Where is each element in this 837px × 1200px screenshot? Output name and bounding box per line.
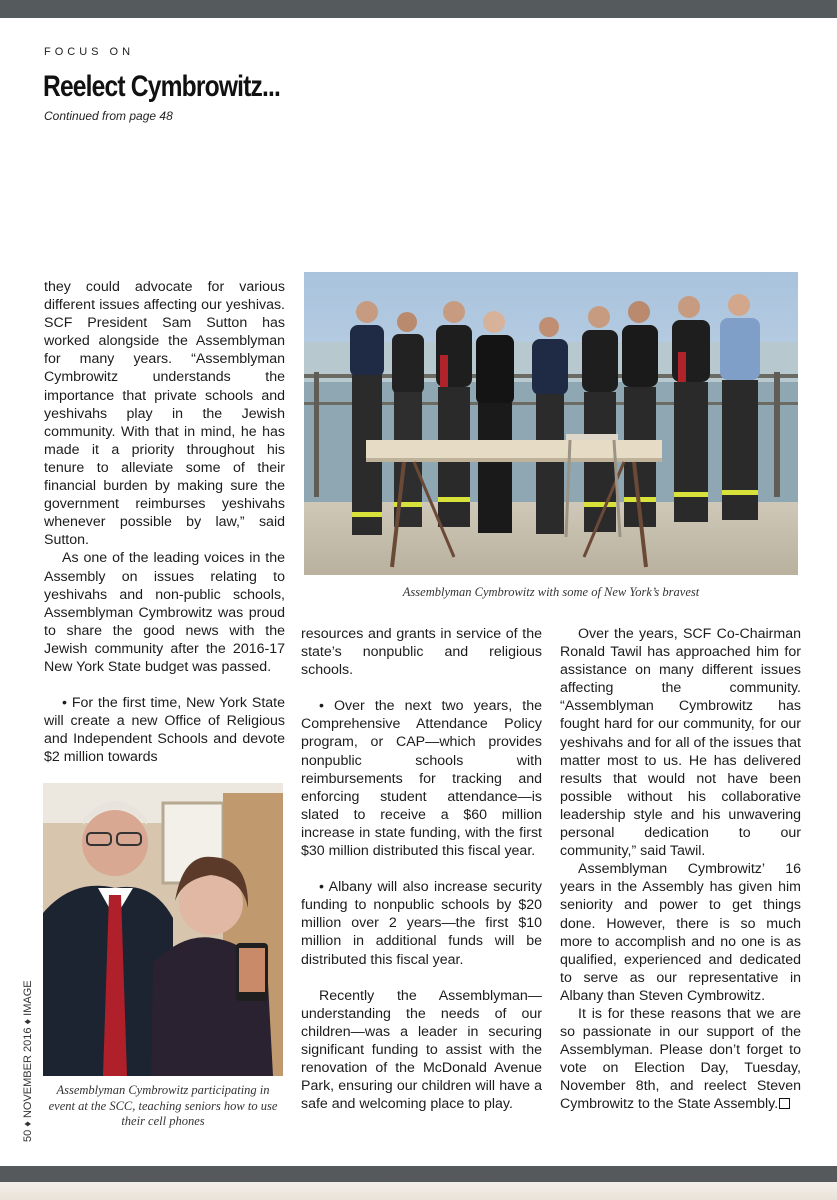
paragraph: As one of the leading voices in the Assembly on issues relating to yeshivahs and non-public schools, Assemblyman Cymbrowitz was proud to share the good news with the Jewish community after the 2016-17 New York State budget was passed.: [44, 550, 285, 675]
photo-caption-firefighters: Assemblyman Cymbrowitz with some of New York’s bravest: [402, 585, 700, 599]
bullet-paragraph: • Over the next two years, the Comprehensive Attendance Policy program, or CAP—which provides nonpublic schools with reimbursements for tracking and enforcing student attendance—is slated to receive a $60 million increase in state funding, with the first $30 million distributed this fiscal year.: [301, 698, 542, 860]
section-kicker: FOCUS ON: [44, 46, 135, 58]
paragraph: they could advocate for various different issues affecting our yeshivas. SCF President Sam Sutton has worked alongside the Assemblyman for many years. “Assemblyman Cymbrowitz understands the importance that private schools and yeshivahs play in the Jewish community. With that in mind, he has made it a priority throughout his tenure to alleviate some of their financial burden by making sure the government reimburses yeshivahs whenever possible by law,” said Sutton.: [44, 279, 285, 549]
paragraph: Over the years, SCF Co-Chairman Ronald Tawil has approached him for assistance on many different issues affecting the community. “Assemblyman Cymbrowitz has fought hard for our community, for our yeshivahs and for all of the issues that matter most to us. He has delivered results that would not have been possible without his collaborative leadership style and his unwavering personal dedication to our community,” said Tawil.: [560, 626, 801, 860]
paragraph: resources and grants in service of the state’s nonpublic and religious schools.: [301, 626, 542, 679]
seniors-photo: [43, 783, 283, 1076]
next-page-strip: [0, 1182, 837, 1200]
photo-caption-seniors: Assemblyman Cymbrowitz participating in event at the SCC, teaching seniors how to use their cell phones: [48, 1083, 278, 1128]
article-headline: Reelect Cymbrowitz...: [43, 70, 281, 103]
bottom-bar: [0, 1166, 837, 1182]
text-column-2: [301, 625, 542, 1113]
page-folio: 50 ♦ NOVEMBER 2016 ♦ IMAGE: [22, 980, 34, 1142]
paragraph: Recently the Assemblyman—understanding the needs of our children—was a leader in securing significant funding to assist with the renovation of the McDonald Avenue Park, ensuring our children will have a safe and welcoming place to play.: [301, 987, 542, 1113]
top-bar: [0, 0, 837, 18]
text-column-1: [44, 278, 285, 766]
end-mark-icon: [779, 1098, 790, 1109]
firefighters-photo: [304, 272, 798, 575]
closing-text: It is for these reasons that we are so passionate in our support of the Assemblyman. Please don’t forget to vote on Election Day, Tuesday, November 8th, and reelect Steven Cymbrowitz to the State Assembly.: [560, 1005, 801, 1113]
continued-note: Continued from page 48: [44, 109, 173, 123]
bullet-paragraph: • Albany will also increase security funding to nonpublic schools by $20 million over 2 years—the first $10 million in additional funds will be distributed this fiscal year.: [301, 879, 542, 968]
closing-paragraph: [560, 1005, 801, 1114]
bullet-paragraph: • For the first time, New York State will create a new Office of Religious and Independent Schools and devote $2 million towards: [44, 695, 285, 766]
text-column-3: [560, 625, 801, 1114]
paragraph: Assemblyman Cymbrowitz’ 16 years in the Assembly has given him seniority and power to get things done. However, there is so much more to accomplish and no one is as qualified, experienced and dedicated to serve as our representative in Albany than Steven Cymbrowitz.: [560, 861, 801, 1004]
